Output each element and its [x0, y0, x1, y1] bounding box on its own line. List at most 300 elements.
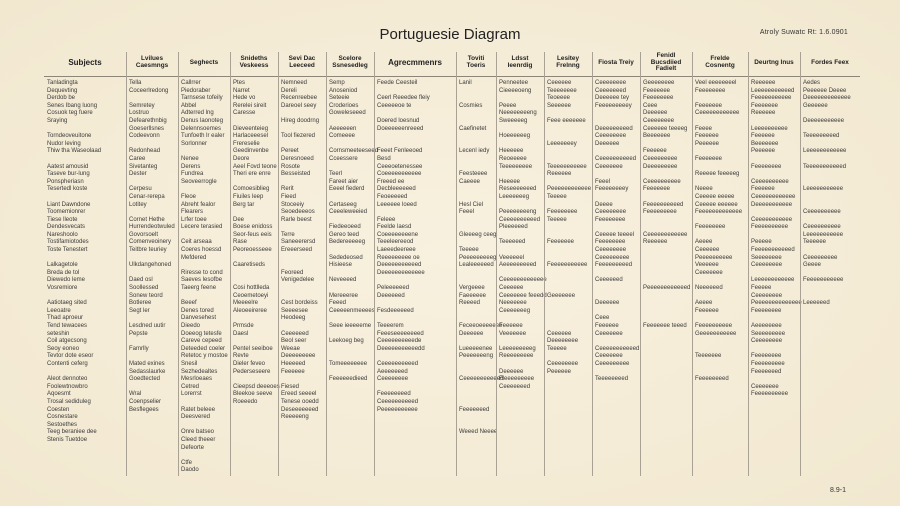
cell-entry: Peeeeeeeeeee: [377, 406, 418, 413]
cell-entry: Abreht fealor: [181, 201, 216, 208]
cell-entry: Reseeeeeeed: [499, 186, 537, 193]
cell-entry: [329, 118, 371, 126]
cell-entry: [459, 88, 493, 96]
cell-entry: [377, 277, 453, 285]
cell-entry: Deeee: [595, 201, 613, 208]
cell-entry: Feeeeee: [695, 307, 719, 314]
cell-entry: Feeeeeeeeed: [595, 262, 633, 269]
cell-entry: [281, 255, 323, 263]
cell-entry: Tella: [129, 80, 142, 86]
cell-entry: Feoreed: [281, 269, 304, 276]
cell-entry: [695, 369, 745, 377]
cell-entry: Sezhedealtes: [181, 368, 218, 375]
cell-entry: Dequevting: [47, 87, 78, 94]
cell-entry: [181, 452, 227, 460]
cell-entry: Ceeeeeed: [595, 277, 623, 284]
cell-entry: [751, 171, 797, 179]
column-header: Subjects: [68, 57, 102, 67]
cell-entry: Bedereeeeeg: [329, 239, 366, 246]
cell-entry: Coesten: [47, 406, 70, 413]
cell-entry: Peeeeeeeng: [459, 353, 494, 360]
cell-entry: Veeeeeel: [499, 254, 525, 261]
cell-entry: Derdob be: [47, 95, 76, 102]
cell-entry: Leeeeeeeeee: [751, 125, 788, 132]
cell-entry: Seteeie: [329, 95, 350, 102]
cell-entry: Fiuiles leep: [233, 193, 264, 200]
cell-entry: Deeeeeeeeeeeee: [377, 269, 425, 276]
cell-entry: [459, 338, 493, 346]
cell-entry: Sorlonner: [181, 140, 208, 147]
cell-entry: Prmsde: [233, 323, 254, 329]
cell-entry: [329, 353, 371, 361]
cell-entry: Aleot dennoteo: [47, 376, 88, 383]
cell-entry: Ceee: [643, 102, 658, 109]
cell-entry: Teoeeee: [547, 95, 571, 102]
cell-entry: Eeeel fiederd: [329, 186, 365, 193]
cell-entry: [803, 285, 857, 293]
cell-entry: Lostruo: [129, 110, 150, 117]
cell-entry: Feeeeeeee: [547, 209, 578, 216]
column-header: Fordes Feex: [811, 58, 849, 66]
cell-entry: [499, 126, 541, 134]
cell-entry: [459, 217, 493, 225]
cell-entry: [377, 353, 453, 361]
cell-entry: [595, 194, 637, 202]
cell-entry: [751, 118, 797, 126]
cell-entry: Feeeeee: [751, 186, 775, 193]
cell-entry: [459, 141, 493, 149]
cell-entry: Lealeeeeeed: [459, 262, 494, 269]
cell-entry: Terre: [281, 231, 295, 238]
cell-entry: Ceeeeeeee: [595, 209, 627, 216]
cell-entry: Aedes: [803, 80, 821, 86]
table-column: [456, 52, 504, 476]
cell-entry: Geeeeeee: [547, 292, 576, 299]
cell-entry: Feeel: [595, 178, 611, 185]
cell-entry: Leeeeeeey: [547, 140, 577, 147]
cell-entry: Feeeseeeeeeeed: [377, 330, 424, 337]
cell-entry: Teeeee: [547, 345, 567, 352]
cell-entry: [377, 315, 453, 323]
cell-entry: Ceeeeeee: [595, 163, 623, 170]
cell-entry: [695, 164, 745, 172]
cell-entry: Heodeeg: [281, 315, 306, 322]
cell-entry: Weeae: [281, 345, 300, 352]
cell-entry: Beeef: [181, 300, 197, 307]
cell-entry: Sweeeeeg: [499, 117, 528, 124]
cell-entry: Neeeeeeeeng: [499, 110, 537, 117]
cell-entry: Feeeeeeeeee: [751, 224, 789, 231]
cell-entry: [695, 118, 745, 126]
cell-entry: Coceerlredong: [129, 87, 169, 94]
cell-entry: Ceeeeeeeeeed: [377, 398, 419, 405]
cell-entry: Ceeeeeeeeeeee: [751, 193, 796, 200]
cell-entry: Ctfe: [181, 459, 193, 466]
cell-entry: Mefdered: [181, 254, 207, 261]
cell-entry: Lecere terasied: [181, 224, 223, 231]
column-header: Agrecmmenrs: [388, 57, 442, 67]
cell-entry: Vergeeee: [459, 285, 485, 292]
cell-entry: Recenreebee: [281, 95, 318, 102]
table-column: [692, 52, 748, 476]
cell-entry: Careve cepeed: [181, 338, 222, 345]
cell-entry: Deeeeee: [459, 330, 484, 337]
cell-entry: Feeeeeee: [751, 102, 779, 109]
cell-entry: Geeee: [803, 262, 822, 269]
cell-entry: Deeeeeeeee: [643, 163, 678, 170]
cell-entry: Neveeeed: [329, 277, 357, 284]
cell-entry: Denus laonoteg: [181, 117, 224, 124]
cell-entry: [695, 217, 745, 225]
cell-entry: Feede Ceesteil: [377, 80, 418, 86]
cell-entry: Ceeeeeeee: [751, 338, 783, 345]
cell-entry: Lrfer toee: [181, 216, 207, 223]
cell-entry: [643, 247, 689, 255]
cell-entry: [281, 376, 323, 384]
cell-entry: Freeed ee: [377, 178, 405, 185]
cell-entry: [129, 315, 175, 323]
cell-entry: Seeeeeeee: [751, 254, 782, 261]
cell-entry: [281, 285, 323, 293]
cell-entry: Goweleseeed: [329, 110, 366, 117]
cell-entry: Leeeeeeeeeee: [803, 186, 844, 193]
cell-entry: Danvesehest: [181, 315, 217, 322]
cell-entry: Thad aproeur: [47, 315, 84, 322]
cell-entry: Retetoc y mostoe: [181, 353, 228, 360]
cell-entry: Cosnestare: [47, 414, 78, 421]
column-header: Lvilues Caesmngs: [135, 55, 169, 69]
cell-entry: Aeeeeeen: [329, 125, 357, 132]
cell-entry: Peoreoesseee: [233, 247, 272, 254]
cell-entry: Feeeeeeee: [695, 224, 726, 231]
cell-entry: Peeeeeeeeeeee: [547, 186, 592, 193]
cell-entry: Peeeeeeeeeg: [459, 254, 497, 261]
cell-entry: [499, 338, 541, 346]
cell-entry: Lesdned uutir: [129, 323, 166, 329]
cell-entry: [803, 179, 857, 187]
cell-entry: [129, 270, 175, 278]
cell-entry: Nenee: [181, 155, 199, 162]
cell-entry: [281, 293, 323, 301]
column-body: [643, 80, 689, 331]
cell-entry: Pereet: [281, 148, 299, 155]
cell-entry: [281, 126, 323, 134]
cell-entry: Lueeeeenee: [459, 345, 493, 352]
cell-entry: Fesdeeeeeed: [377, 307, 414, 314]
cell-entry: [547, 315, 589, 323]
cell-entry: [181, 232, 227, 240]
cell-entry: Deeeeee: [643, 110, 668, 117]
cell-entry: Geedinvenbe: [233, 148, 269, 155]
cell-entry: Leeoatre: [47, 307, 71, 314]
cell-entry: [547, 323, 589, 331]
cell-entry: Ceeeeeeeeee: [803, 209, 841, 216]
cell-entry: Aeeeeeeeeed: [499, 262, 537, 269]
cell-entry: Ceeeoetenessee: [377, 163, 423, 170]
cell-entry: Sedasslaurke: [129, 368, 166, 375]
cell-entry: Peeeeee: [751, 148, 776, 155]
cell-entry: [281, 224, 323, 232]
cell-entry: Reeeee feeeeeg: [695, 171, 740, 178]
cell-entry: Ereed seeeel: [281, 391, 317, 398]
cell-entry: Peeeeee: [695, 140, 720, 147]
cell-entry: [47, 369, 123, 377]
cell-entry: [459, 391, 493, 399]
cell-entry: Sonew teord: [129, 292, 163, 299]
cell-entry: [643, 293, 689, 301]
cell-entry: Faeeeeee: [459, 292, 487, 299]
cell-entry: [547, 179, 589, 187]
cell-entry: Ceeeeeee: [695, 269, 723, 276]
column-body: [377, 80, 453, 414]
cell-entry: Coenpselier: [129, 398, 162, 405]
cell-entry: Ratet beleee: [181, 406, 216, 413]
cell-entry: Cest bordeiss: [281, 300, 318, 307]
cell-entry: [595, 293, 637, 301]
cell-entry: [181, 422, 227, 430]
cell-entry: Teeeeeeeeeee: [547, 163, 587, 170]
cell-entry: Ceeeeeee: [595, 353, 623, 360]
cell-entry: [329, 247, 371, 255]
cell-entry: [547, 133, 589, 141]
column-body: [329, 80, 379, 384]
cell-entry: [803, 141, 857, 149]
cell-entry: Seeeeeeeee: [751, 330, 786, 337]
cell-entry: Teeeeeeee: [547, 87, 577, 94]
cell-entry: [547, 202, 589, 210]
cell-entry: Dareoel seey: [281, 102, 317, 109]
cell-entry: Dee: [233, 216, 245, 223]
cell-entry: Hurrendeotwuled: [129, 224, 175, 231]
cell-entry: Saeves lesofbe: [181, 277, 223, 284]
cell-entry: [459, 95, 493, 103]
cell-entry: Toste Tenestert: [47, 247, 88, 254]
column-header: Seghects: [189, 58, 219, 66]
cell-entry: [233, 209, 275, 217]
cell-entry: Seeeesee: [281, 307, 309, 314]
cell-entry: Ceeeleweeied: [329, 209, 368, 216]
cell-entry: Ceeeeeeeeee: [803, 224, 841, 231]
cell-entry: Deore: [233, 155, 250, 162]
cell-entry: [329, 369, 371, 377]
cell-entry: Delennsoemes: [181, 125, 222, 132]
cell-entry: Trosal sediduleg: [47, 398, 91, 405]
column-body: [233, 80, 280, 407]
cell-entry: Dereli: [281, 87, 297, 94]
cell-entry: Fareet aier: [329, 178, 359, 185]
cell-entry: Peeeee: [751, 239, 772, 246]
cell-entry: Laeeedeereee: [377, 247, 416, 254]
cell-entry: Wral: [129, 391, 142, 398]
cell-entry: Feeeeee: [499, 323, 523, 329]
column-body: [181, 80, 227, 475]
cell-entry: Ceeeeee: [547, 80, 572, 86]
cell-entry: [595, 171, 637, 179]
cell-entry: Feeee: [695, 125, 713, 132]
cell-entry: Pleeeeeed: [499, 224, 528, 231]
cell-entry: [695, 232, 745, 240]
page-number: 8.9-1: [830, 487, 846, 494]
cell-entry: Hede vo: [233, 95, 256, 102]
cell-entry: [281, 141, 323, 149]
cell-entry: Peeee: [499, 102, 517, 109]
cell-entry: Teeeeeeeeeeed: [803, 163, 847, 170]
cell-entry: Fiedeeoeed: [329, 224, 361, 231]
cell-entry: Aatest amousid: [47, 163, 89, 170]
cell-entry: [803, 293, 857, 301]
cell-entry: [329, 331, 371, 339]
cell-entry: Ceeeeeeee: [547, 360, 579, 367]
cell-entry: Semp: [329, 80, 345, 86]
cell-entry: Ceeeeeeee: [751, 292, 783, 299]
cell-entry: Aeeee: [695, 239, 713, 246]
cell-entry: [695, 148, 745, 156]
cell-entry: Contenti ceferg: [47, 360, 88, 367]
column-header: Frelde Cosnentg: [705, 55, 735, 69]
column-header: Deurtng Inus: [754, 58, 794, 66]
cell-entry: Rosote: [281, 163, 301, 170]
cell-entry: Besseisted: [281, 171, 311, 178]
cell-entry: Breda de tol: [47, 269, 80, 276]
cell-entry: [547, 353, 589, 361]
table-column: [230, 52, 278, 476]
cell-entry: [547, 308, 589, 316]
cell-entry: Derens: [181, 163, 201, 170]
cell-entry: Tunfoeth lr ealer: [181, 133, 225, 140]
cell-entry: [499, 361, 541, 369]
cell-entry: Ceeeeeeeeeee: [751, 216, 793, 223]
cell-entry: Ceeeeeeeee: [595, 360, 630, 367]
cell-entry: Deesvered: [181, 414, 211, 421]
table-column: [44, 52, 126, 476]
cell-entry: Feeeeeeeee: [643, 209, 677, 216]
column-body: [803, 80, 857, 308]
cell-entry: Ceeeeeeeeeed: [595, 155, 637, 162]
cell-entry: Decbleeeeeed: [377, 186, 416, 193]
column-body: [751, 80, 802, 399]
cell-entry: [595, 369, 637, 377]
cell-entry: Cieeeeoeng: [499, 87, 532, 94]
cell-entry: [233, 255, 275, 263]
cell-entry: Geeeeeeee: [643, 80, 675, 86]
cell-entry: Onre batseo: [181, 429, 215, 436]
cell-entry: Feeeeee: [595, 323, 619, 329]
column-header: Fenidl Bucsdiied Fadielt: [650, 51, 682, 73]
table-column: [374, 52, 456, 476]
cell-entry: Ceeeeeeee: [377, 376, 409, 383]
cell-entry: [803, 247, 857, 255]
cell-entry: Teeeee: [459, 247, 479, 254]
cell-entry: Teeeerem: [377, 323, 404, 329]
cell-entry: Stoceeiy: [281, 201, 305, 208]
cell-entry: Ceeeeeeee: [643, 117, 675, 124]
cell-entry: Reoeeeee: [499, 155, 527, 162]
cell-entry: Deeeeeeeeeeed: [377, 262, 422, 269]
cell-entry: [695, 179, 745, 187]
table-column: [126, 52, 178, 476]
cell-entry: Defeorte: [181, 444, 205, 451]
cell-entry: Ceeeee eeeee: [695, 193, 735, 200]
cell-entry: [329, 285, 371, 293]
cell-entry: [595, 118, 637, 126]
cell-entry: [129, 353, 175, 361]
cell-entry: Feeeeeeeeee: [751, 391, 789, 398]
cell-entry: Dieler feveo: [233, 360, 266, 367]
cell-entry: Caree: [129, 155, 146, 162]
cell-entry: Feeet Fenleeoed: [377, 148, 423, 155]
cell-entry: Geeeeeeeeeee: [695, 330, 737, 337]
cell-entry: Rerit: [281, 186, 294, 193]
cell-entry: Daesl: [233, 330, 249, 337]
column-body: [695, 80, 745, 384]
cell-entry: Ceeeeeeeeeeed: [595, 345, 640, 352]
cell-entry: Cornet Hethe: [129, 216, 165, 223]
cell-entry: [233, 376, 275, 384]
cell-entry: [643, 224, 689, 232]
cell-entry: Cerpesu: [129, 186, 152, 193]
cell-entry: [547, 126, 589, 134]
cell-entry: Tesertedl koste: [47, 186, 88, 193]
cell-entry: [459, 399, 493, 407]
cell-entry: Theri ere enre: [233, 171, 271, 178]
cell-entry: Feelde laesd: [377, 224, 412, 231]
cell-entry: Teeeleereeod: [377, 239, 414, 246]
cell-entry: Croderioes: [329, 102, 359, 109]
cell-entry: [695, 338, 745, 346]
cell-entry: [803, 217, 857, 225]
cell-entry: Lotitey: [129, 201, 147, 208]
cell-entry: Geeeeee: [803, 102, 828, 109]
cell-entry: Segt ler: [129, 307, 150, 314]
cell-entry: Doered loesnud: [377, 117, 420, 124]
cell-entry: Ulkdangehoned: [129, 262, 172, 269]
cell-entry: Feeeeeeeeee: [695, 323, 733, 329]
cell-entry: Comenveoinery: [129, 239, 172, 246]
cell-entry: Heeeeed: [281, 360, 306, 367]
column-header: Snideths Veskeess: [239, 55, 269, 69]
cell-entry: [281, 262, 323, 270]
cell-entry: Sraying: [47, 117, 68, 124]
cell-entry: [695, 95, 745, 103]
cell-entry: [751, 209, 797, 217]
cell-entry: Seoveerrogle: [181, 178, 217, 185]
cell-entry: [329, 141, 371, 149]
cell-entry: [459, 414, 493, 422]
cell-entry: Teeeeee: [803, 239, 827, 246]
cell-entry: Ceeeeeeeeeede: [377, 338, 422, 345]
cell-entry: Tarnsese tofeily: [181, 95, 223, 102]
table-column: [640, 52, 692, 476]
cell-entry: [329, 164, 371, 172]
cell-entry: [547, 300, 589, 308]
cell-entry: Anoseniod: [329, 87, 358, 94]
cell-entry: [233, 270, 275, 278]
cell-entry: Feeeee: [751, 285, 772, 292]
cell-entry: Foolewtnowbro: [47, 383, 88, 390]
cell-entry: Torndeoveuitone: [47, 133, 92, 140]
cell-entry: Revte: [233, 353, 249, 360]
cell-entry: Govorsoelt: [129, 231, 159, 238]
cell-entry: Caresse: [233, 110, 256, 117]
cell-entry: Aleoeeireree: [233, 307, 268, 314]
cell-entry: Fiesed: [281, 383, 300, 390]
cell-entry: [547, 224, 589, 232]
cell-entry: [47, 255, 123, 263]
cell-entry: Ceeeeee: [547, 330, 572, 337]
cell-entry: Berg tar: [233, 201, 255, 208]
cell-entry: Tanladingta: [47, 80, 78, 86]
cell-entry: [459, 156, 493, 164]
